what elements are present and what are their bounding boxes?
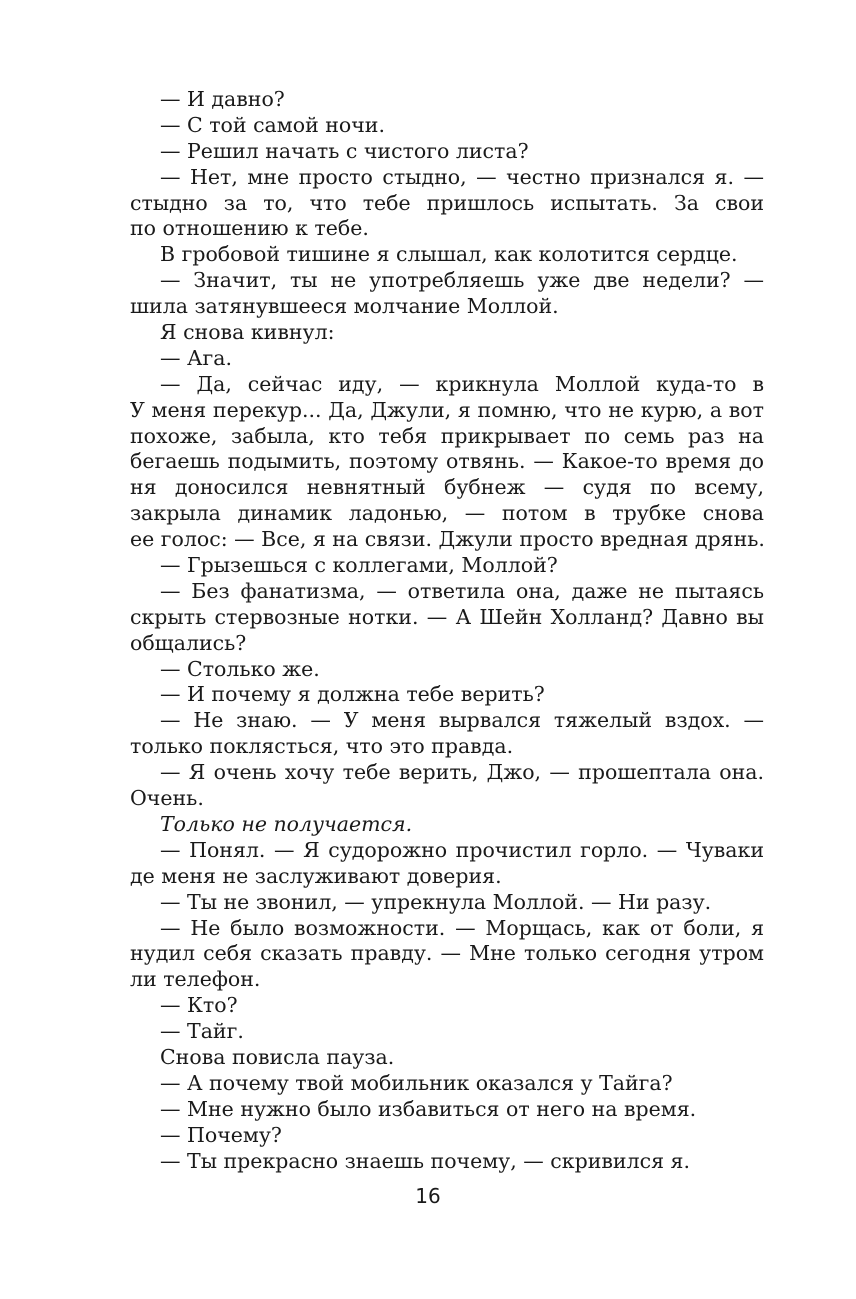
italic-thought-line: Только не получается. (160, 811, 413, 836)
text-line: — Ты не звонил, — упрекнула Моллой. — Ни разу. (160, 889, 712, 914)
text-line: похоже, забыла, кто тебя прикрывает по семь раз на (130, 423, 764, 448)
text-line: — И давно? (160, 87, 285, 111)
text-line: бегаешь подымить, поэтому отвянь. — Какое-то время до (130, 449, 764, 474)
text-line: — Да, сейчас иду, — крикнула Моллой куда-то в (160, 371, 764, 396)
text-line: — Грызешься с коллегами, Моллой? (160, 553, 558, 578)
text-line: — Мне нужно было избавиться от него на время. (160, 1096, 697, 1121)
text-line: — Я очень хочу тебе верить, Джо, — прошептала она. (160, 760, 764, 785)
text-line: скрыть стервозные нотки. — А Шейн Холланд? Давно вы (130, 604, 764, 629)
text-line: Снова повисла пауза. (160, 1044, 395, 1069)
text-line: — Столько же. (160, 656, 320, 681)
text-line: — Ты прекрасно знаешь почему, — скривился я. (160, 1148, 690, 1173)
text-line: — Нет, мне просто стыдно, — честно признался я. — (160, 164, 764, 189)
text-line: — Тайг. (160, 1019, 244, 1044)
book-page-text (130, 87, 764, 1174)
text-line: — Не знаю. — У меня вырвался тяжелый вздох. — (160, 708, 764, 733)
text-line: — Значит, ты не употребляешь уже две недели? — (160, 268, 764, 293)
text-line: — Решил начать с чистого листа? (160, 138, 529, 163)
text-line: Очень. (130, 786, 204, 811)
text-line: шила затянувшееся молчание Моллой. (130, 294, 559, 319)
text-line: Я снова кивнул: (160, 320, 335, 345)
text-line: — С той самой ночи. (160, 112, 385, 137)
text-line: — Без фанатизма, — ответила она, даже не пытаясь (160, 578, 764, 603)
text-line: — Кто? (160, 993, 238, 1018)
text-line: — Почему? (160, 1122, 282, 1147)
text-line: по отношению к тебе. (130, 216, 369, 241)
text-line: де меня не заслуживают доверия. (130, 863, 502, 888)
text-line: — Понял. — Я судорожно прочистил горло. — Чуваки (160, 837, 764, 862)
text-line: ли телефон. (130, 967, 261, 992)
page-number: 16 (415, 1184, 441, 1208)
text-line: В гробовой тишине я слышал, как колотится сердце. (160, 242, 738, 267)
text-line: ее голос: — Все, я на связи. Джули просто вредная дрянь. (130, 527, 765, 552)
text-line: закрыла динамик ладонью, — потом в трубке снова (130, 501, 764, 526)
text-line: только поклясться, что это правда. (130, 734, 514, 759)
text-line: — И почему я должна тебе верить? (160, 682, 545, 707)
text-line: стыдно за то, что тебе пришлось испытать. За свои (130, 190, 764, 215)
text-line: — А почему твой мобильник оказался у Тайга? (160, 1070, 673, 1095)
text-line: У меня перекур... Да, Джули, я помню, что не курю, а вот (130, 397, 764, 422)
text-line: — Не было возможности. — Морщась, как от боли, я (160, 915, 764, 940)
text-line: общались? (130, 630, 247, 655)
text-line: — Ага. (160, 345, 233, 370)
text-line: нудил себя сказать правду. — Мне только сегодня утром (130, 941, 764, 966)
text-line: ня доносился невнятный бубнеж — судя по всему, (130, 475, 764, 500)
